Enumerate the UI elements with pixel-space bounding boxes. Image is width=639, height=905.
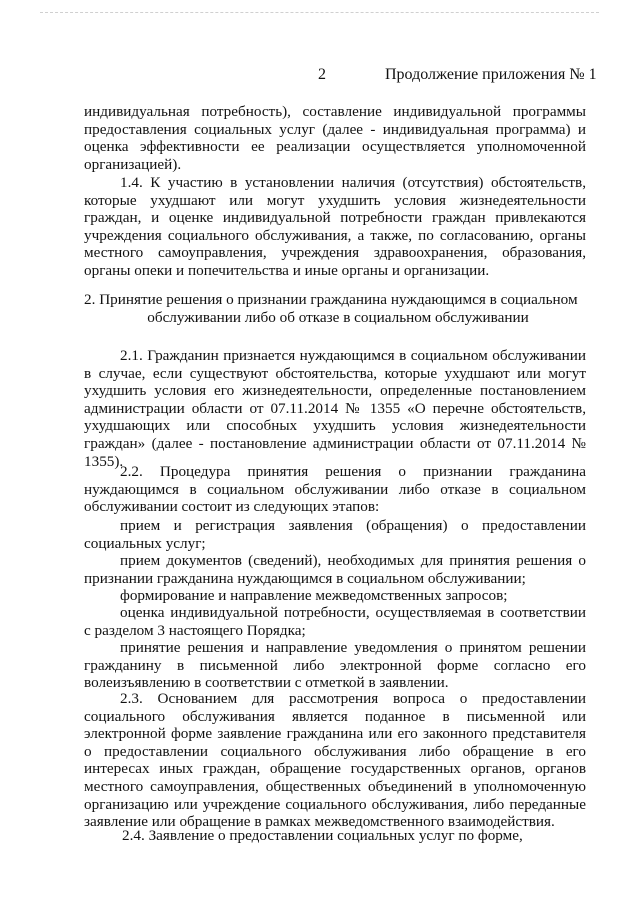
section-2-heading-line-2: обслуживании либо об отказе в социальном обслуживании (147, 309, 529, 326)
stage-item-3: формирование и направление межведомственных запросов; (120, 587, 508, 604)
paragraph-2-4: 2.4. Заявление о предоставлении социальных услуг по форме, (122, 827, 523, 844)
stage-item-2: прием документов (сведений), необходимых для принятия решения о признании гражданина нуждающимся в социальном обслуживании; (84, 552, 586, 587)
paragraph-2-3: 2.3. Основанием для рассмотрения вопроса о предоставлении социального обслуживания является поданное в письменной или электронной форме заявление гражданина или его законного представителя о предоставлении социального обслуживания либо обращение в его интересах иных граждан, обращение государственных органов, органов местного самоуправления, общественных объединений в уполномоченную организацию или учреждение социального обслуживания, либо переданные заявление или обращение в рамках межведомственного взаимодействия. (84, 690, 586, 831)
section-2-heading-line-1: 2. Принятие решения о признании гражданина нуждающимся в социальном (84, 291, 578, 308)
stage-item-4: оценка индивидуальной потребности, осуществляемая в соответствии с разделом 3 настоящего Порядка; (84, 604, 586, 639)
paragraph-2-1: 2.1. Гражданин признается нуждающимся в социальном обслуживании в случае, если существуют обстоятельства, которые ухудшают или могут ухудшить условия его жизнедеятельности, определенные постановлением администрации области от 07.11.2014 № 1355 «О перечне обстоятельств, ухудшающих или способных ухудшить условия жизнедеятельности граждан» (далее - постановление администрации области от 07.11.2014 № 1355). (84, 347, 586, 470)
page-header (0, 66, 639, 90)
paragraph-1-3-continuation: индивидуальная потребность), составление индивидуальной программы предоставления социальных услуг (далее - индивидуальная программа) и оценка эффективности ее реализации осуществляется уполномоченной организацией). (84, 103, 586, 173)
stage-item-1: прием и регистрация заявления (обращения) о предоставлении социальных услуг; (84, 517, 586, 552)
paragraph-1-4: 1.4. К участию в установлении наличия (отсутствия) обстоятельств, которые ухудшают или могут ухудшить условия жизнедеятельности граждан, и оценке индивидуальной потребности граждан привлекаются учреждения социального обслуживания, а также, по согласованию, органы местного самоуправления, учреждения здравоохранения, образования, органы опеки и попечительства и иные органы и организации. (84, 174, 586, 279)
section-2-heading (84, 291, 586, 327)
appendix-continuation-label: Продолжение приложения № 1 (385, 66, 597, 83)
scan-artifact-line (40, 12, 599, 13)
paragraph-2-2: 2.2. Процедура принятия решения о признании гражданина нуждающимся в социальном обслуживании либо отказе в социальном обслуживании состоит из следующих этапов: (84, 463, 586, 516)
page-number: 2 (318, 66, 326, 83)
stage-item-5: принятие решения и направление уведомления о принятом решении гражданину в письменной либо электронной форме согласно его волеизъявлению в соответствии с отметкой в заявлении. (84, 639, 586, 692)
